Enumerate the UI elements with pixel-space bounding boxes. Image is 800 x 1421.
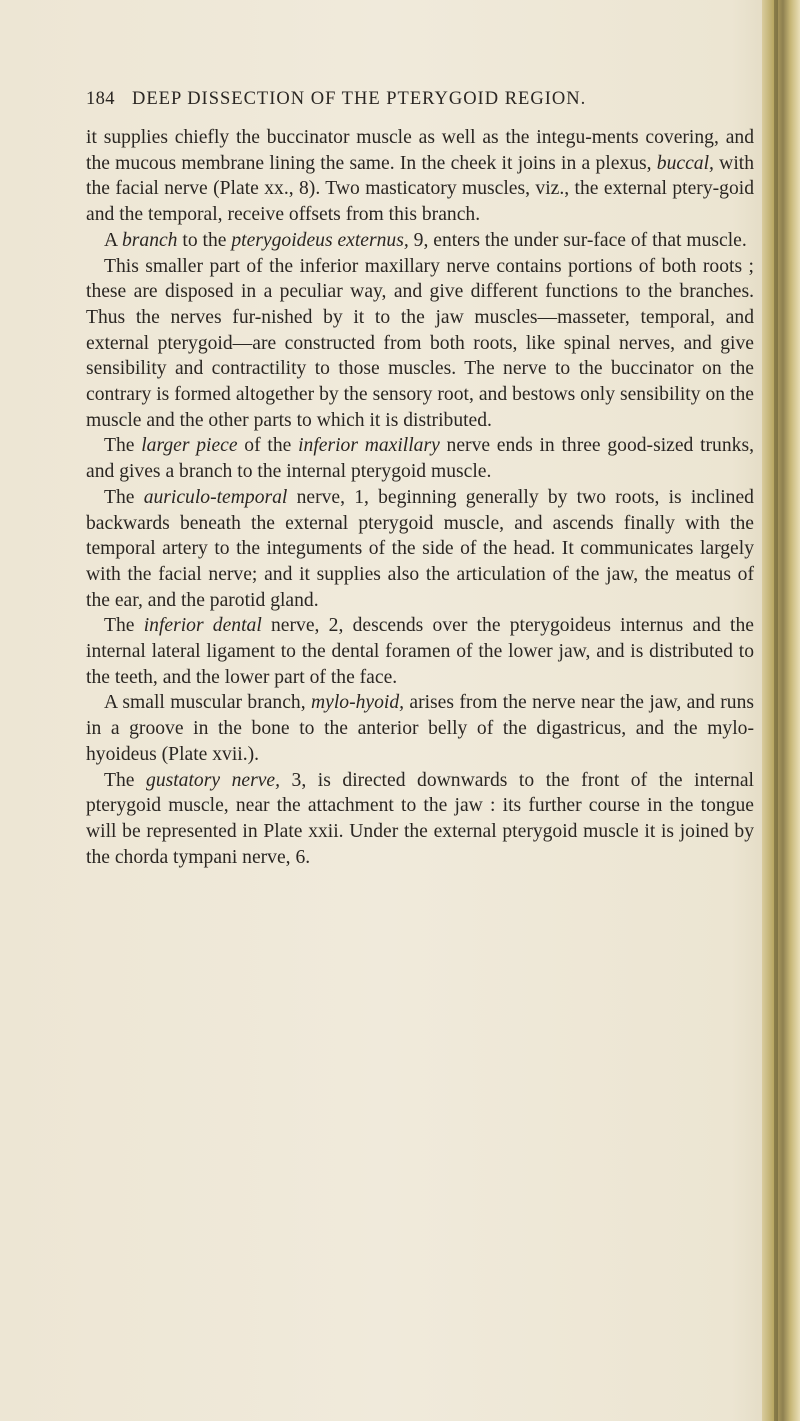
italic-term: mylo-hyoid, <box>310 692 405 714</box>
paragraph <box>86 433 754 484</box>
paragraph <box>86 690 754 767</box>
italic-term: inferior dental <box>143 615 262 637</box>
text-run: The <box>104 486 144 508</box>
italic-term: gustatory nerve, <box>146 769 280 791</box>
text-run: 9, enters the under sur-face of that muscle. <box>408 229 747 251</box>
text-run: nerve, 1, beginning generally by two roots, is inclined backwards beneath the external pterygoid muscle, and ascends finally with the temporal artery to the integuments of the side of the head. It communicates largely with the facial nerve; and it supplies also the articulation of the jaw, the meatus of the ear, and the parotid gland. <box>86 486 754 611</box>
body-text <box>86 125 754 870</box>
paragraph <box>86 768 754 871</box>
paragraph <box>86 228 754 254</box>
paragraph <box>86 125 754 228</box>
text-run: nerve ends in three good-sized trunks, and gives a branch to the internal pterygoid muscle. <box>86 435 754 483</box>
italic-term: branch <box>121 229 178 251</box>
text-run: The <box>104 435 142 457</box>
page-number: 184 <box>86 89 115 109</box>
text-run: it supplies chiefly the buccinator muscle as well as the integu-ments covering, and the mucous membrane lining the same. In the cheek it joins in a plexus, <box>86 127 754 174</box>
paragraph <box>86 254 754 434</box>
text-run: to the <box>177 229 232 251</box>
page-header <box>86 89 746 119</box>
italic-term: inferior maxillary <box>298 435 440 457</box>
italic-term: larger piece <box>141 435 238 457</box>
text-run: A <box>104 229 122 251</box>
paragraph <box>86 485 754 614</box>
italic-term: buccal, <box>656 152 714 174</box>
text-run: This smaller part of the inferior maxillary nerve contains portions of both roots ; these are disposed in a peculiar way, and give different functions to the branches. Thus the nerves fur-nished by it to the jaw muscles—masseter, temporal, and external pterygoid—are constructed from both roots, like spinal nerves, and give sensibility and contractility to those muscles. The nerve to the buccinator on the contrary is formed altogether by the sensory root, and bestows only sensibility on the muscle and the other parts to which it is distributed. <box>86 255 754 431</box>
text-run: 3, is directed downwards to the front of the internal pterygoid muscle, near the attachment to the jaw : its further course in the tongue will be represented in Plate xxii. Under the external pterygoid muscle it is joined by the chorda tympani nerve, 6. <box>86 769 754 868</box>
text-run: nerve, 2, descends over the pterygoideus internus and the internal lateral ligament to the dental foramen of the lower jaw, and is distributed to the teeth, and the lower part of the face. <box>86 615 754 688</box>
text-run: arises from the nerve near the jaw, and runs in a groove in the bone to the anterior belly of the digastricus, and the mylo-hyoideus (Plate xvii.). <box>86 692 754 765</box>
text-run: with the facial nerve (Plate xx., 8). Two masticatory muscles, viz., the external ptery-goid and the temporal, receive offsets from this branch. <box>86 152 755 226</box>
running-title: DEEP DISSECTION OF THE PTERYGOID REGION. <box>132 89 587 109</box>
book-gutter <box>762 0 800 1421</box>
text-run: A small muscular branch, <box>104 692 311 714</box>
italic-term: pterygoideus externus, <box>231 229 409 251</box>
paragraph <box>86 613 754 690</box>
text-run: of the <box>237 435 299 457</box>
text-run: The <box>104 769 147 791</box>
italic-term: auriculo-temporal <box>143 486 288 508</box>
text-run: The <box>104 615 144 637</box>
